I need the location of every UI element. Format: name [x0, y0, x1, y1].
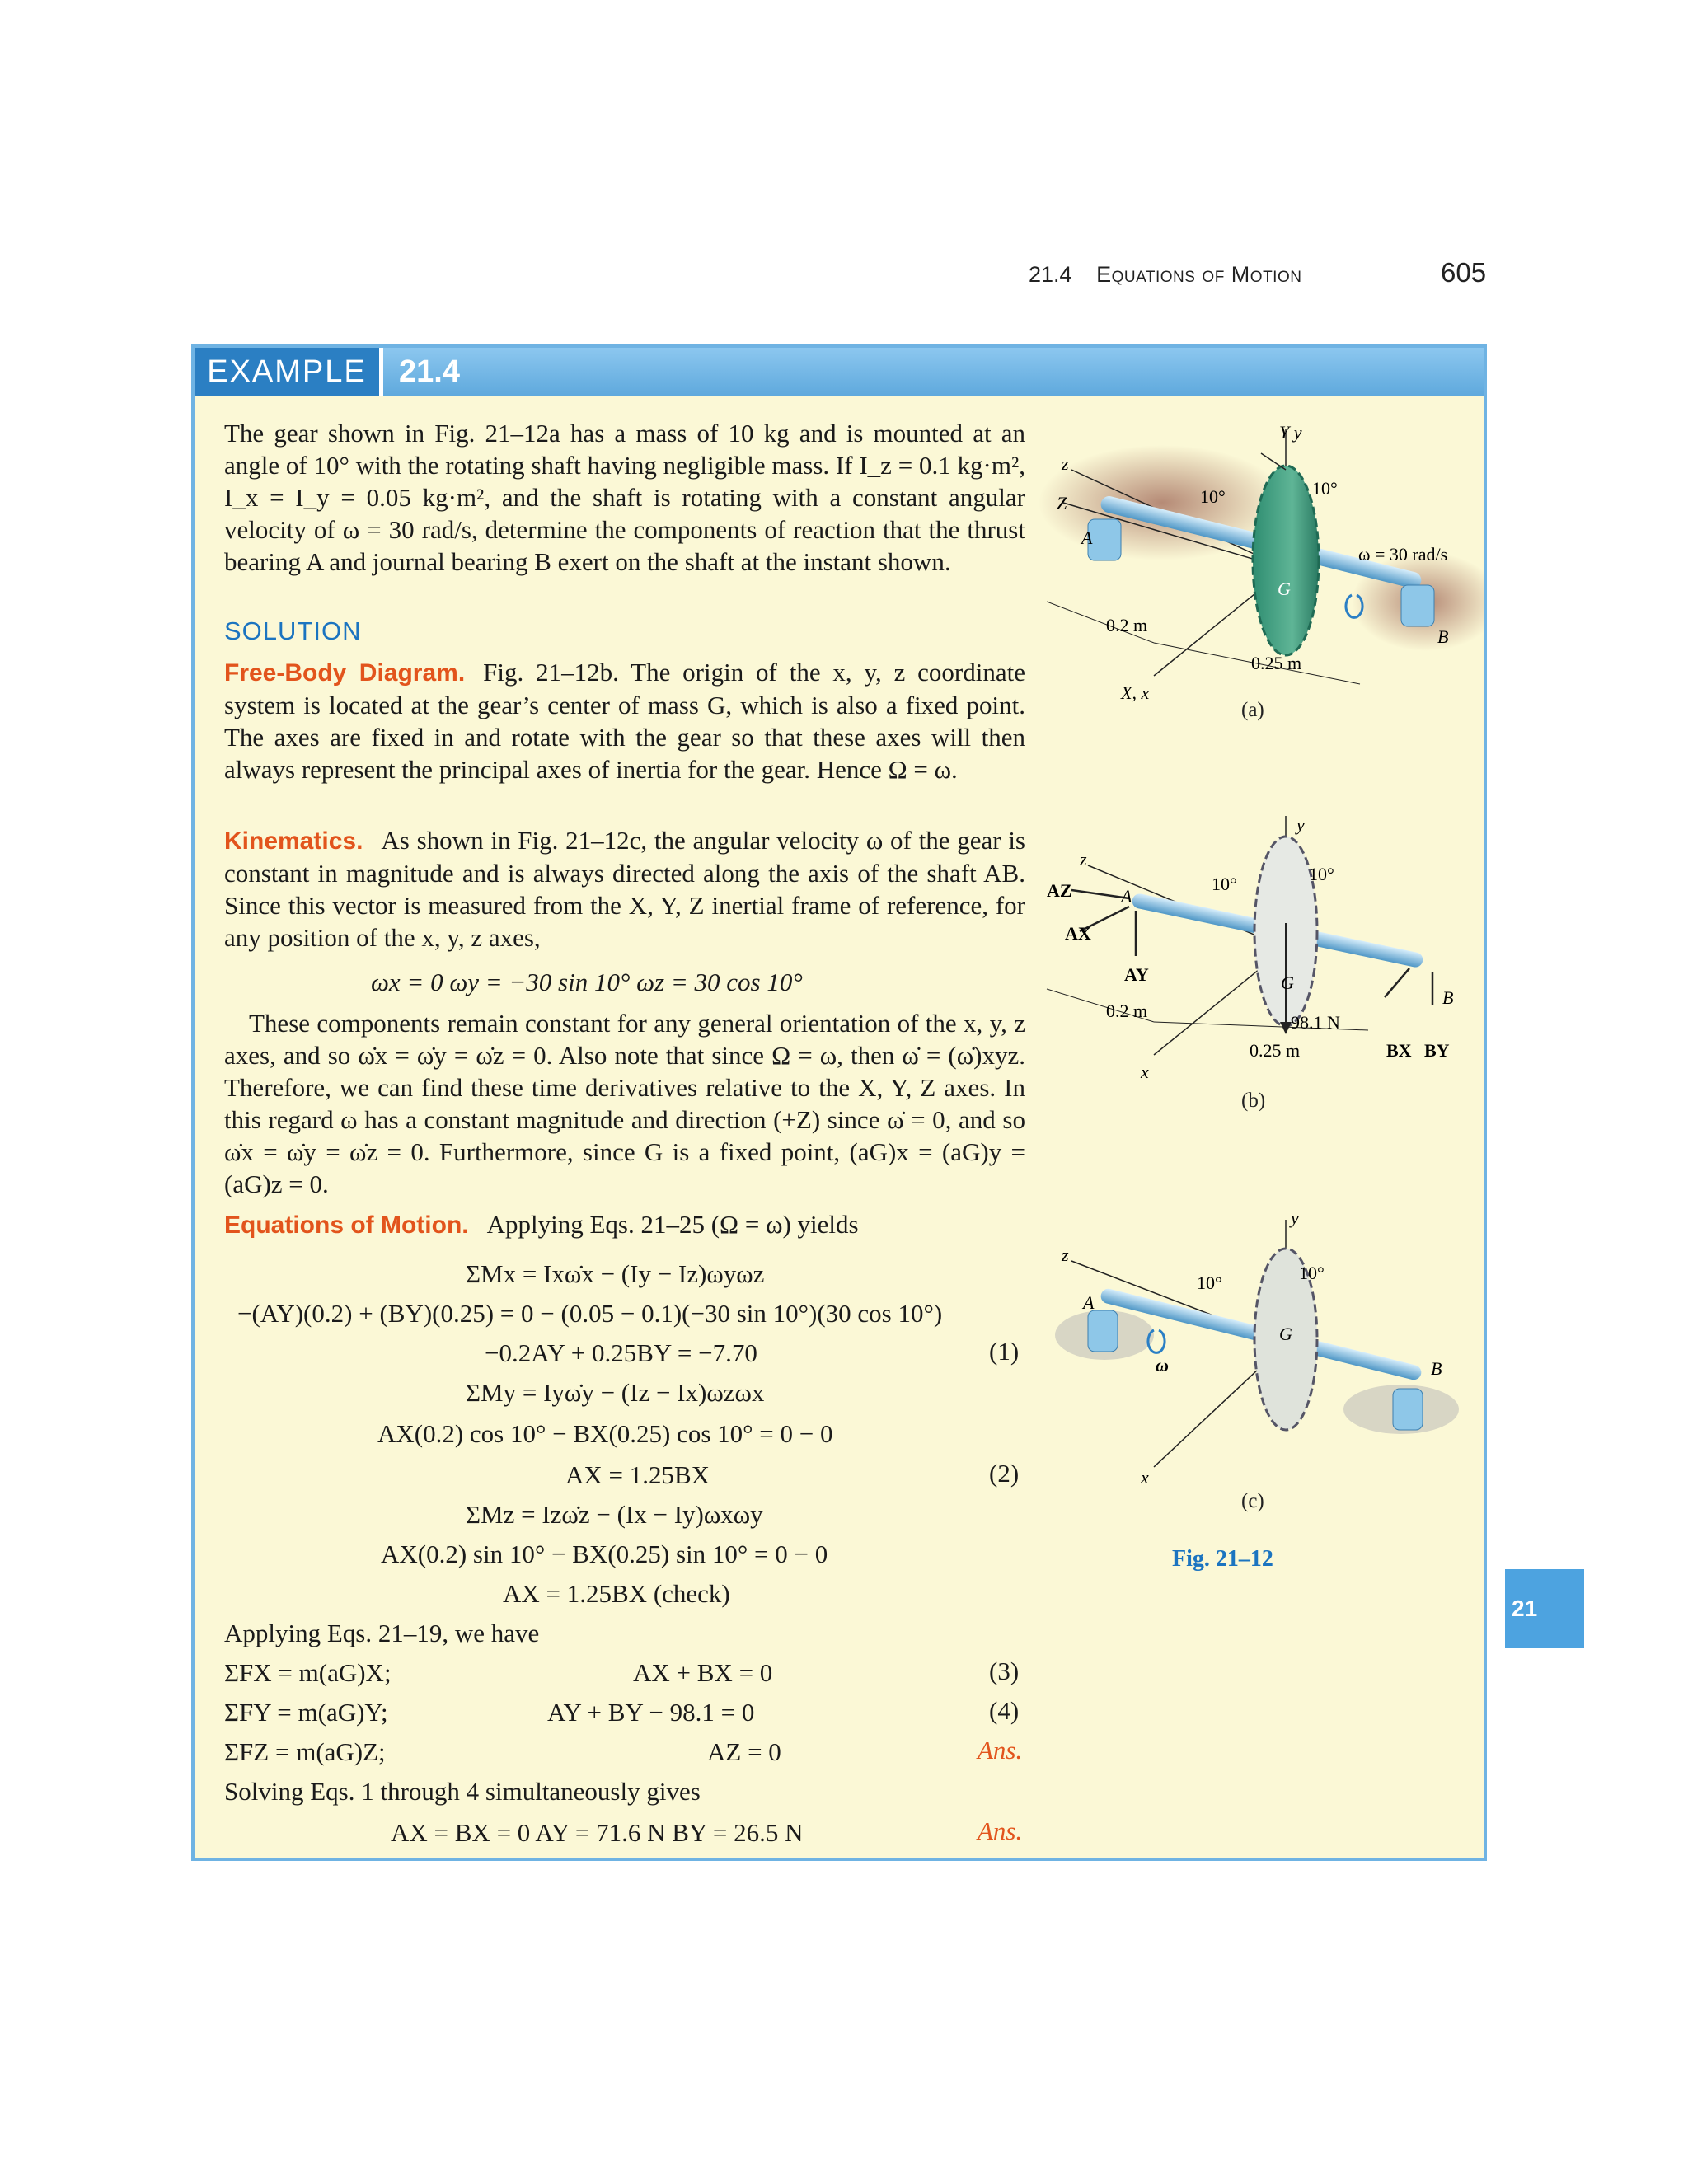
- label-y: y: [1296, 814, 1305, 835]
- angle-mark: [1261, 453, 1286, 470]
- answer-tag-final: Ans.: [978, 1816, 1023, 1845]
- label-B: B: [1431, 1358, 1442, 1379]
- example-label: EXAMPLE: [195, 348, 383, 396]
- label-dim-025: 0.25 m: [1251, 653, 1302, 673]
- force-eq-x-left: ΣFX = m(aG)X;: [224, 1658, 392, 1687]
- figure-a: [1039, 412, 1484, 733]
- omega-components: ωx = 0 ωy = −30 sin 10° ωz = 30 cos 10°: [371, 968, 803, 996]
- label-10a: 10°: [1200, 486, 1226, 507]
- label-BY: BY: [1424, 1040, 1450, 1061]
- label-AY: AY: [1124, 964, 1149, 985]
- label-A: A: [1081, 527, 1093, 548]
- final-answer: AX = BX = 0 AY = 71.6 N BY = 26.5 N: [391, 1818, 804, 1847]
- label-omega: ω = 30 rad/s: [1358, 544, 1448, 565]
- eom-line-4: ΣMy = Iyω̇y − (Iz − Ix)ωzωx: [466, 1378, 765, 1407]
- eom-line-6: AX = 1.25BX: [565, 1460, 710, 1489]
- label-A: A: [1121, 886, 1132, 907]
- bearing-b: [1401, 585, 1434, 626]
- fbd-text: Fig. 21–12b. The origin of the x, y, z coordinate system is located at the gear’s center of mass G, which is also a fixed point. The axes are fixed in and rotate with the gear so that these axes will then always represent the principal axes of inertia for the gear. Hence Ω = ω.: [224, 658, 1026, 784]
- label-G: G: [1281, 972, 1294, 993]
- bearing-b: [1393, 1389, 1423, 1430]
- eq-number-2: (2): [989, 1459, 1020, 1488]
- page-number: 605: [1441, 257, 1487, 288]
- fbd-heading: Free-Body Diagram.: [224, 659, 466, 687]
- applying-eqs: Applying Eqs. 21–19, we have: [224, 1619, 540, 1647]
- figure-c: [1039, 1203, 1484, 1492]
- label-dim-02: 0.2 m: [1106, 615, 1148, 635]
- kinematics-section: [224, 824, 1025, 954]
- caption-b: (b): [1241, 1090, 1266, 1112]
- force-eq-z-right: AZ = 0: [707, 1737, 781, 1766]
- label-10b: 10°: [1299, 1263, 1325, 1283]
- label-10a: 10°: [1212, 874, 1237, 894]
- label-G: G: [1278, 579, 1291, 599]
- problem-statement: [224, 417, 1025, 578]
- bearing-a: [1088, 519, 1121, 560]
- eom-line-8: AX(0.2) sin 10° − BX(0.25) sin 10° = 0 − 0: [381, 1540, 828, 1568]
- label-Yy: Y y: [1279, 422, 1302, 443]
- solving-line: Solving Eqs. 1 through 4 simultaneously gives: [224, 1777, 701, 1806]
- label-BX: BX: [1386, 1040, 1412, 1061]
- fbd-section: [224, 656, 1025, 785]
- label-x: x: [1141, 1467, 1149, 1488]
- force-bx: [1385, 968, 1409, 997]
- kinematics-para2: These components remain constant for any general orientation of the x, y, z axes, and so ω̇x = ω̇y = ω̇z = 0. Also note that since Ω = ω, then ω̇ = (ω̇)xyz. Therefore, we can find these time derivatives relative to the X, Y, Z axes. In this regard ω has a constant magnitude and direction (+Z) since ω̇ = 0, and so ω̇x = ω̇y = ω̇z = 0. Furthermore, since G is a fixed point, (aG)x = (aG)y = (aG)z = 0.: [224, 1009, 1025, 1198]
- eom-line-2: −(AY)(0.2) + (BY)(0.25) = 0 − (0.05 − 0.1)(−30 sin 10°)(30 cos 10°): [237, 1299, 943, 1328]
- caption-a: (a): [1241, 699, 1264, 721]
- weight-arrowhead: [1280, 1022, 1292, 1034]
- kinematics-heading: Kinematics.: [224, 827, 363, 855]
- label-z: z: [1062, 453, 1069, 474]
- force-eq-x-right: AX + BX = 0: [633, 1658, 773, 1687]
- problem-paragraph: The gear shown in Fig. 21–12a has a mass of 10 kg and is mounted at an angle of 10° with the rotating shaft having negligible mass. If I_z = 0.1 kg·m², I_x = I_y = 0.05 kg·m², and the shaft is rotating with a constant angular velocity of ω = 30 rad/s, determine the components of reaction that the thrust bearing A and journal bearing B exert on the shaft at the instant shown.: [224, 419, 1025, 576]
- label-z: z: [1062, 1244, 1069, 1265]
- label-x: x: [1141, 1062, 1149, 1080]
- label-A: A: [1083, 1292, 1095, 1313]
- eom-line-5: AX(0.2) cos 10° − BX(0.25) cos 10° = 0 − 0: [377, 1419, 833, 1448]
- label-B: B: [1442, 987, 1454, 1008]
- label-AX: AX: [1065, 923, 1091, 944]
- bearing-a: [1088, 1310, 1118, 1352]
- eom-line-1: ΣMx = Ixω̇x − (Iy − Iz)ωyωz: [466, 1259, 765, 1288]
- eom-line-7: ΣMz = Izω̇z − (Ix − Iy)ωxωy: [466, 1500, 763, 1529]
- eom-section: [224, 1208, 1025, 1241]
- example-title-bar: [195, 348, 1484, 396]
- label-10b: 10°: [1312, 478, 1338, 499]
- eom-line-9: AX = 1.25BX (check): [503, 1579, 730, 1608]
- label-10b: 10°: [1309, 864, 1334, 884]
- example-number: 21.4: [399, 354, 460, 389]
- eom-line-3: −0.2AY + 0.25BY = −7.70: [485, 1338, 757, 1367]
- label-omega: ω: [1156, 1355, 1169, 1376]
- running-header: [1029, 262, 1301, 288]
- label-dim-025: 0.25 m: [1250, 1040, 1301, 1061]
- eom-intro: Applying Eqs. 21–25 (Ω = ω) yields: [486, 1210, 859, 1239]
- kinematics-text: As shown in Fig. 21–12c, the angular velocity ω of the gear is constant in magnitude and is always directed along the axis of the shaft AB. Since this vector is measured from the X, Y, Z inertial frame of reference, for any position of the x, y, z axes,: [224, 826, 1025, 952]
- label-B: B: [1437, 626, 1449, 647]
- label-Xx: X, x: [1121, 682, 1150, 703]
- force-eq-y-left: ΣFY = m(aG)Y;: [224, 1698, 388, 1727]
- label-y: y: [1291, 1207, 1299, 1228]
- label-weight: 98.1 N: [1291, 1012, 1340, 1033]
- label-AZ: AZ: [1047, 880, 1072, 901]
- eq-number-3: (3): [989, 1657, 1020, 1685]
- section-title: Equations of Motion: [1096, 262, 1302, 287]
- answer-tag-az: Ans.: [978, 1736, 1023, 1765]
- label-G: G: [1279, 1324, 1292, 1344]
- label-dim-02: 0.2 m: [1106, 1001, 1148, 1021]
- caption-c: (c): [1241, 1490, 1264, 1512]
- force-eq-y-right: AY + BY − 98.1 = 0: [547, 1698, 755, 1727]
- eq-number-4: (4): [989, 1696, 1020, 1725]
- label-Z: Z: [1057, 493, 1067, 513]
- force-eq-z-left: ΣFZ = m(aG)Z;: [224, 1737, 386, 1766]
- eom-heading: Equations of Motion.: [224, 1212, 469, 1239]
- figure-b: [1039, 808, 1484, 1080]
- chapter-tab: 21: [1505, 1569, 1584, 1648]
- label-10a: 10°: [1197, 1272, 1222, 1293]
- gear: [1253, 466, 1319, 655]
- solution-heading: SOLUTION: [224, 616, 362, 645]
- figure-caption: Fig. 21–12: [1172, 1546, 1273, 1572]
- eq-number-1: (1): [989, 1337, 1020, 1366]
- section-number: 21.4: [1029, 262, 1072, 287]
- label-z: z: [1080, 849, 1087, 869]
